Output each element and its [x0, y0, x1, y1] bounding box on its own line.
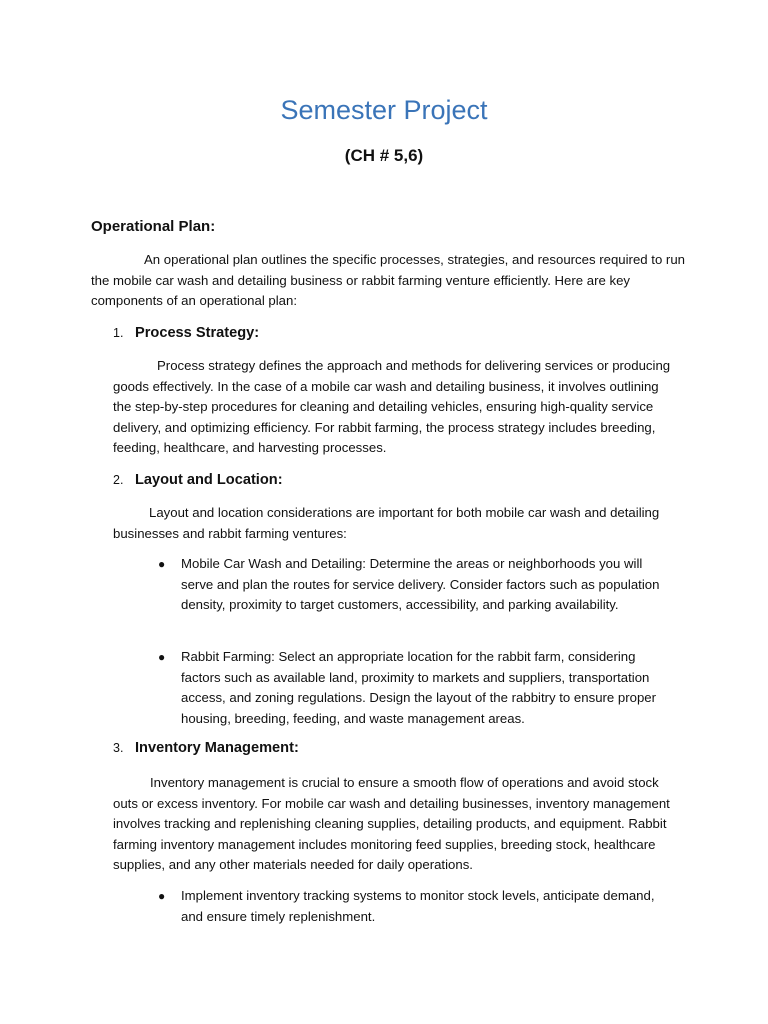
- layout-location-paragraph: Layout and location considerations are important for both mobile car wash and detailing businesses and rabbit farming ventures:: [113, 505, 660, 541]
- list-item: [158, 647, 678, 729]
- intro-paragraph: An operational plan outlines the specific processes, strategies, and resources required to run the mobile car wash and detailing business or rabbit farming venture efficiently. Here are key components of an operational plan:: [91, 252, 685, 308]
- item-heading-process-strategy: [113, 325, 259, 341]
- bullet-icon: ●: [158, 557, 166, 571]
- bullet-text: Implement inventory tracking systems to monitor stock levels, anticipate demand, and ensure timely replenishment.: [181, 888, 655, 924]
- bullet-text: Rabbit Farming: Select an appropriate location for the rabbit farm, considering factors such as available land, proximity to markets and suppliers, transportation access, and zoning regulations. Design the layout of the rabbitry to ensure proper housing, breeding, feeding, and waste management areas.: [181, 649, 657, 726]
- item-number: 3.: [113, 741, 124, 755]
- bullet-icon: ●: [158, 650, 166, 664]
- list-item: [158, 554, 678, 616]
- item-heading-text: Inventory Management:: [135, 740, 299, 756]
- inventory-management-paragraph: Inventory management is crucial to ensure a smooth flow of operations and avoid stock outs or excess inventory. For mobile car wash and detailing businesses, inventory management involves tracking and replenishing cleaning supplies, detailing products, and equipment. Rabbit farming inventory management includes monitoring feed supplies, breeding stock, healthcare supplies, and any other materials needed for daily operations.: [113, 775, 670, 872]
- section-heading: Operational Plan:: [91, 218, 216, 235]
- process-strategy-paragraph: Process strategy defines the approach and methods for delivering services or producing goods effectively. In the case of a mobile car wash and detailing business, it involves outlining the step-by-step procedures for cleaning and detailing vehicles, ensuring high-quality service delivery, and optimizing efficiency. For rabbit farming, the process strategy includes breeding, feeding, healthcare, and harvesting processes.: [113, 358, 671, 455]
- item-heading-layout-location: [113, 472, 283, 488]
- document-subtitle: (CH # 5,6): [344, 146, 424, 165]
- list-item: [158, 886, 678, 927]
- item-number: 2.: [113, 473, 124, 487]
- bullet-icon: ●: [158, 889, 166, 903]
- item-number: 1.: [113, 326, 124, 340]
- item-heading-text: Process Strategy:: [135, 325, 260, 341]
- document-title: Semester Project: [280, 95, 488, 125]
- item-heading-inventory-management: [113, 740, 299, 756]
- bullet-text: Mobile Car Wash and Detailing: Determine the areas or neighborhoods you will serve and plan the routes for service delivery. Consider factors such as population density, proximity to target customers, accessibility, and parking availability.: [181, 556, 660, 612]
- item-heading-text: Layout and Location:: [135, 472, 283, 488]
